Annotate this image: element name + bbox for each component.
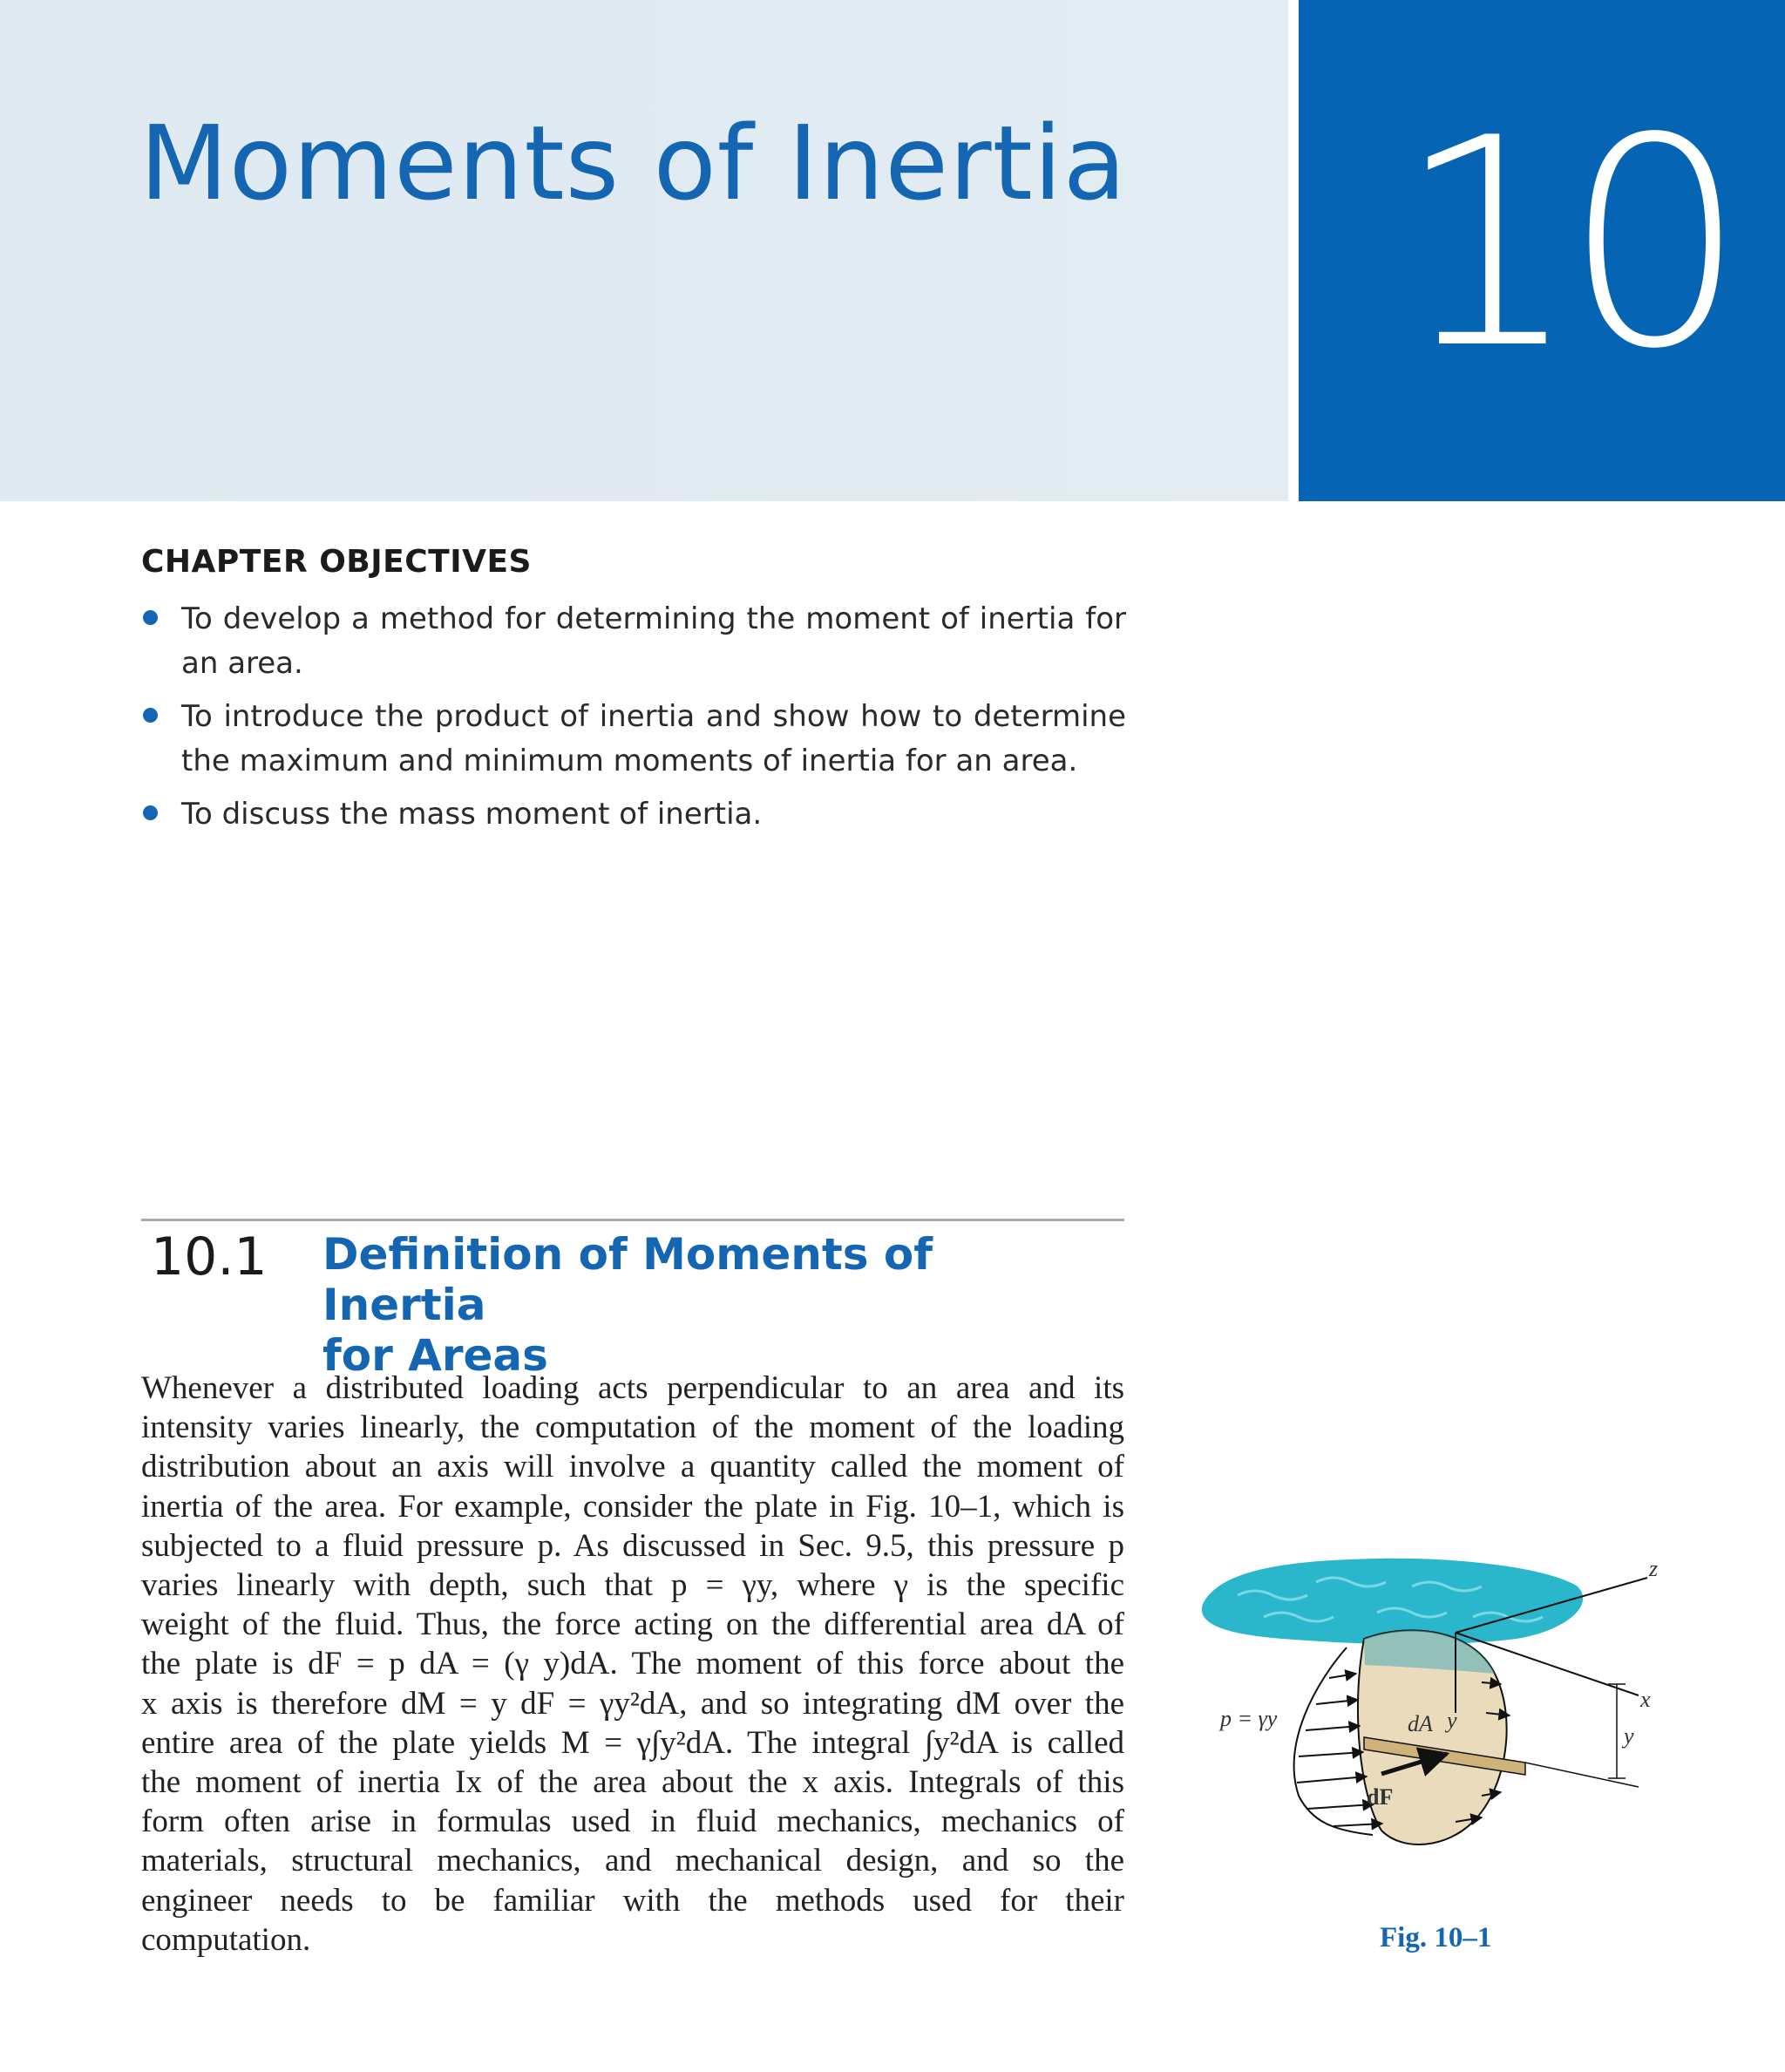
body-line: the plate is dF = p dA = (γ y)dA. The moment of this force about the [141,1646,1124,1682]
label-z: z [1649,1556,1659,1581]
body-line: form often arise in formulas used in fluid mechanics, mechanics of [141,1804,1124,1840]
chapter-header-band [0,0,1288,501]
bullet-icon [143,610,158,625]
body-line: materials, structural mechanics, and mechanical design, and so the [141,1843,1124,1879]
objective-item [141,597,1126,686]
body-line: inertia of the area. For example, consider the plate in Fig. 10–1, which is [141,1488,1124,1525]
objective-text: To discuss the mass moment of inertia. [181,797,763,832]
objectives-list [141,597,1126,846]
depth-ref-line [1525,1763,1639,1787]
objective-text: To introduce the product of inertia and show how to determine the maximum and minimum moments of inertia for an area. [181,699,1126,778]
section-divider [141,1219,1124,1221]
body-line: entire area of the plate yields M = γ∫y²dA. The integral ∫y²dA is called [141,1724,1124,1761]
chapter-title: Moments of Inertia [139,103,1127,223]
body-line: subjected to a fluid pressure p. As discussed in Sec. 9.5, this pressure p [141,1527,1124,1564]
body-line: distribution about an axis will involve a quantity called the moment of [141,1449,1124,1485]
objective-item [141,695,1126,784]
body-paragraph [141,1369,1124,1960]
section-title [322,1229,1107,1381]
label-dA: dA [1408,1711,1433,1736]
section-number: 10.1 [151,1226,268,1287]
figure-caption: Fig. 10–1 [1380,1922,1492,1953]
body-line: weight of the fluid. Thus, the force acting on the differential area dA of [141,1607,1124,1643]
chapter-number: 10 [1396,77,1731,411]
section-title-line: for Areas [322,1330,548,1381]
plate-figure [1185,1534,1673,1865]
chapter-number-box [1299,0,1785,501]
section-title-line: Definition of Moments of Inertia [322,1229,933,1330]
body-line: intensity varies linearly, the computation of the moment of the loading [141,1410,1124,1446]
label-pressure: p = γy [1220,1706,1278,1731]
body-line: computation. [141,1921,311,1958]
label-x: x [1640,1687,1651,1712]
bullet-icon [143,805,158,820]
objectives-heading: CHAPTER OBJECTIVES [141,544,532,580]
body-line: the moment of inertia Ix of the area about the x axis. Integrals of this [141,1764,1124,1801]
objective-text: To develop a method for determining the moment of inertia for an area. [181,601,1126,681]
label-dF: dF [1367,1784,1394,1810]
bullet-icon [143,708,158,723]
body-line: engineer needs to be familiar with the methods used for their [141,1882,1124,1919]
body-line: varies linearly with depth, such that p = γy, where γ is the specific [141,1567,1124,1604]
objective-item [141,792,1126,837]
label-y-axis: y [1447,1708,1457,1733]
body-line: Whenever a distributed loading acts perpendicular to an area and its [141,1370,1124,1406]
label-y-dimension: y [1624,1723,1634,1749]
body-line: x axis is therefore dM = y dF = γy²dA, and so integrating dM over the [141,1685,1124,1722]
